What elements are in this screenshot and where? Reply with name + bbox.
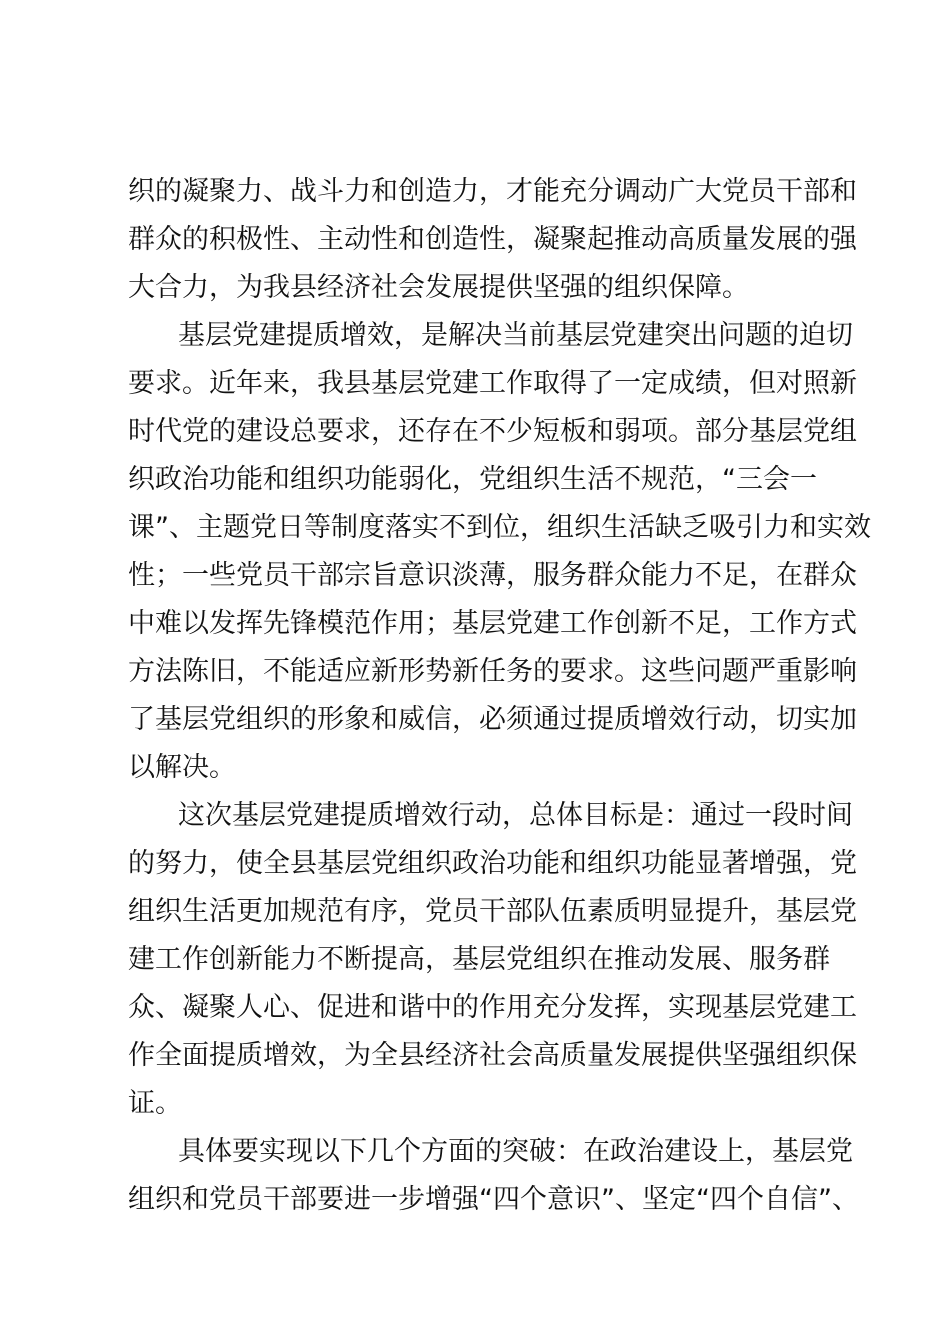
text-line: 组织生活更加规范有序，党员干部队伍素质明显提升，基层党	[128, 896, 857, 927]
paragraph-first-line: 基层党建提质增效，是解决当前基层党建突出问题的迫切	[178, 320, 853, 351]
text-line: 课”、主题党日等制度落实不到位，组织生活缺乏吸引力和实效	[128, 512, 871, 543]
text-line: 方法陈旧，不能适应新形势新任务的要求。这些问题严重影响	[128, 656, 857, 687]
text-line: 时代党的建设总要求，还存在不少短板和弱项。部分基层党组	[128, 416, 857, 447]
text-line: 组织和党员干部要进一步增强“四个意识”、坚定“四个自信”、	[128, 1184, 859, 1215]
paragraph-first-line: 这次基层党建提质增效行动，总体目标是：通过一段时间	[178, 800, 853, 831]
text-line: 建工作创新能力不断提高，基层党组织在推动发展、服务群	[128, 944, 830, 975]
paragraph-first-line: 具体要实现以下几个方面的突破：在政治建设上，基层党	[178, 1136, 853, 1167]
text-line: 了基层党组织的形象和威信，必须通过提质增效行动，切实加	[128, 704, 857, 735]
text-line: 以解决。	[128, 752, 236, 783]
text-line: 织政治功能和组织功能弱化，党组织生活不规范，“三会一	[128, 464, 817, 495]
text-line: 的努力，使全县基层党组织政治功能和组织功能显著增强，党	[128, 848, 857, 879]
text-line: 作全面提质增效，为全县经济社会高质量发展提供坚强组织保	[128, 1040, 857, 1071]
text-line: 中难以发挥先锋模范作用；基层党建工作创新不足，工作方式	[128, 608, 857, 639]
text-line: 要求。近年来，我县基层党建工作取得了一定成绩，但对照新	[128, 368, 857, 399]
text-line: 大合力，为我县经济社会发展提供坚强的组织保障。	[128, 272, 749, 303]
text-line: 众、凝聚人心、促进和谐中的作用充分发挥，实现基层党建工	[128, 992, 857, 1023]
text-line: 群众的积极性、主动性和创造性，凝聚起推动高质量发展的强	[128, 224, 857, 255]
text-line: 性；一些党员干部宗旨意识淡薄，服务群众能力不足，在群众	[128, 560, 857, 591]
text-line: 证。	[128, 1088, 182, 1119]
text-line: 织的凝聚力、战斗力和创造力，才能充分调动广大党员干部和	[128, 176, 857, 207]
